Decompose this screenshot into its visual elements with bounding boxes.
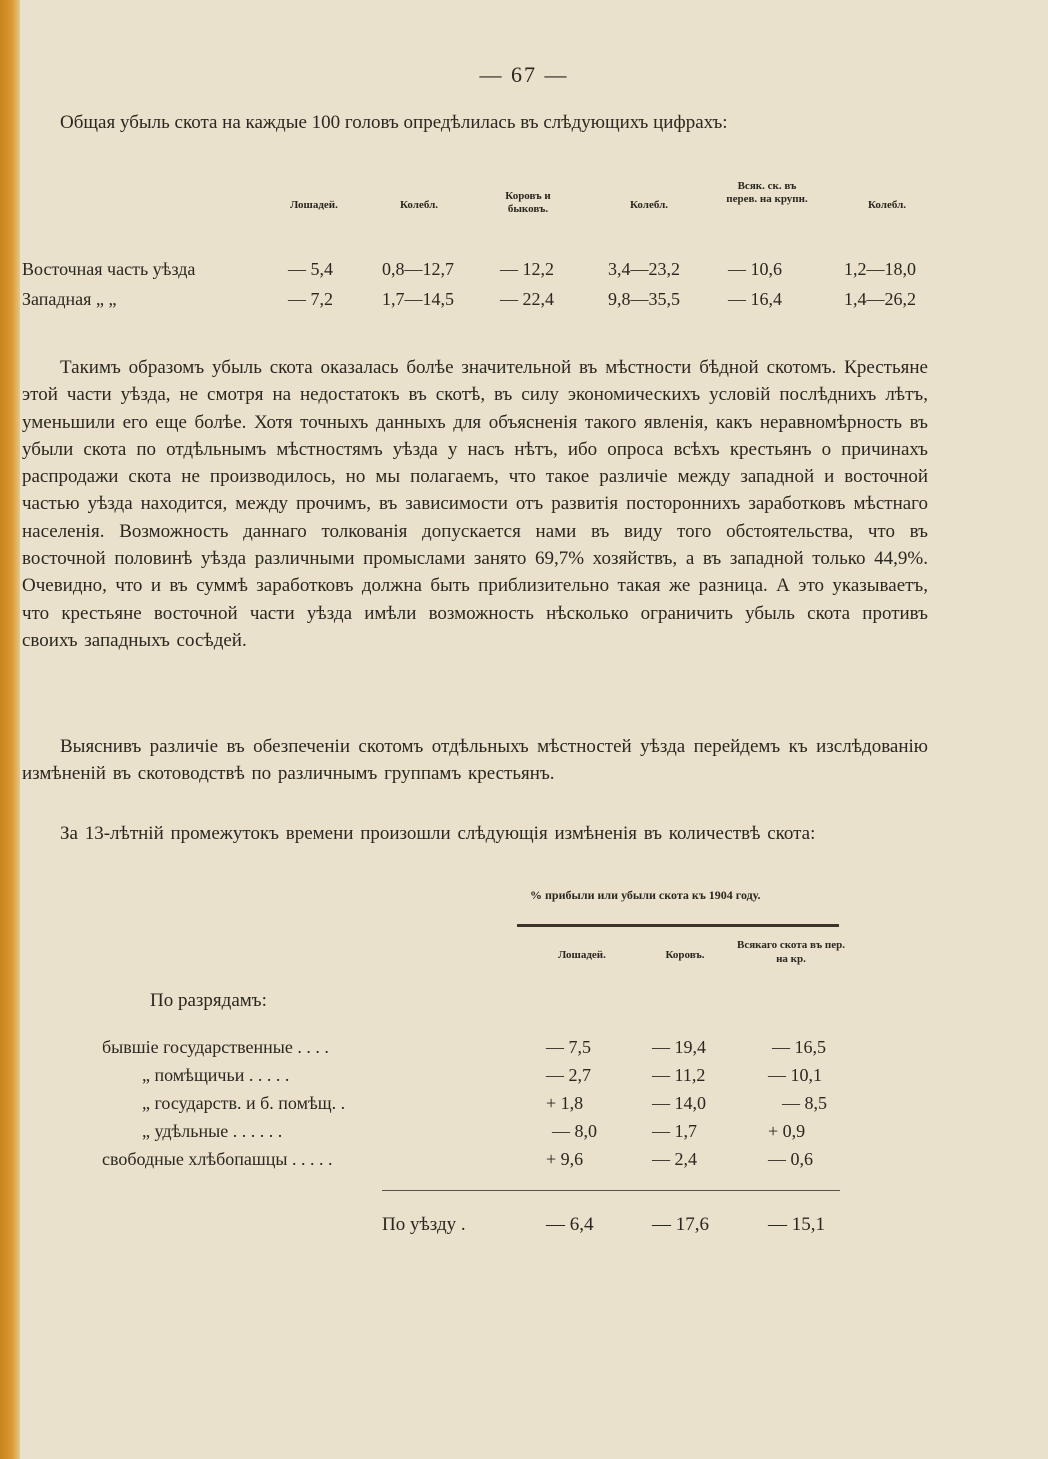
t1-header-range-3: Колебл. [868,199,906,211]
t1-cell: 9,8—35,5 [608,289,680,309]
t1-row-label: Западная „ „ [22,289,117,309]
t2-cell: — 16,5 [772,1037,826,1057]
page-number: — 67 — [479,62,569,87]
t1-cell: 3,4—23,2 [608,259,680,279]
t1-cell: — 5,4 [288,259,333,279]
t2-cell: — 2,7 [546,1065,591,1085]
t1-row-west [22,289,942,317]
t1-header-cows: Коровъ и быковъ. [505,190,551,215]
table-row [22,1121,942,1149]
t1-header-horses: Лошадей. [290,199,338,211]
t2-cell: — 8,0 [552,1121,597,1141]
t1-cell: 1,4—26,2 [844,289,916,309]
t2-header-rule [517,924,839,927]
t2-cell: — 2,4 [652,1149,697,1169]
t1-row-east [22,259,942,287]
t2-cell: — 7,5 [546,1037,591,1057]
t2-row-label: свободные хлѣбопашцы . . . . . [102,1149,333,1169]
t2-total-rule [382,1190,840,1191]
t2-total-cell: — 15,1 [768,1214,825,1235]
t2-caption: % прибыли или убыли скота къ 1904 году. [530,888,761,902]
table-row [22,1037,942,1065]
t2-total-row [22,1214,942,1242]
t1-cell: 1,7—14,5 [382,289,454,309]
t1-header-range-2: Колебл. [630,199,668,211]
t2-cell: — 0,6 [768,1149,813,1169]
t2-row-label: бывшіе государственные . . . . [102,1037,329,1057]
t1-cell: — 7,2 [288,289,333,309]
t2-total-cell: — 17,6 [652,1214,709,1235]
table-row [22,1093,942,1121]
t2-row-label: „ помѣщичьи . . . . . [142,1065,290,1085]
t2-total-cell: — 6,4 [546,1214,594,1235]
t2-cell: — 10,1 [768,1065,822,1085]
t1-row-label: Восточная часть уѣзда [22,259,196,279]
t2-row-label: „ государств. и б. помѣщ. . [142,1093,346,1113]
paragraph-2: Выяснивъ различіе въ обезпеченіи скотомъ отдѣльныхъ мѣстностей уѣзда перейдемъ къ изслѣдованію измѣненій въ скотоводствѣ по различнымъ группамъ крестьянъ. [22,736,928,785]
t2-cell: — 8,5 [782,1093,827,1113]
t1-cell: — 12,2 [500,259,554,279]
t2-row-label: „ удѣльные . . . . . . [142,1121,283,1141]
table-row [22,1065,942,1093]
table-row [22,1149,942,1177]
t1-cell: 1,2—18,0 [844,259,916,279]
t2-cell: + 0,9 [768,1121,806,1141]
t2-cell: — 11,2 [652,1065,706,1085]
t1-cell: — 16,4 [728,289,782,309]
intro-line: Общая убыль скота на каждые 100 головъ опредѣлилась въ слѣдующихъ цифрахъ: [60,112,728,133]
paragraph-1: Такимъ образомъ убыль скота оказалась болѣе значительной въ мѣстности бѣдной скотомъ. Крестьяне этой части уѣзда, не смотря на недостатокъ въ скотѣ, въ силу экономическихъ условій послѣднихъ лѣтъ, уменьшили его еще болѣе. Хотя точныхъ данныхъ для объясненія такого явленія, какъ неравномѣрность въ убыли скота по отдѣльнымъ мѣстностямъ уѣзда у насъ нѣтъ, ибо опроса всѣхъ крестьянъ о причинахъ распродажи скота не производилось, но мы полагаемъ, что такое различіе между западной и восточной частью уѣзда находится, между прочимъ, въ зависимости отъ развитія постороннихъ заработковъ мѣстнаго населенія. Возможность даннаго толкованія допускается нами въ виду того обстоятельства, что въ восточной половинѣ уѣзда различными промыслами занято 69,7% хозяйствъ, а въ западной только 44,9%. Очевидно, что и въ суммѣ заработковъ должна быть приблизительно такая же разница. А это указываетъ, что крестьяне восточной части уѣзда имѣли возможность нѣсколько ограничить убыль скота противъ своихъ западныхъ сосѣдей. [22,357,928,651]
t2-cell: — 14,0 [652,1093,706,1113]
t2-subheading: По разрядамъ: [150,990,267,1011]
page-spine-edge [0,0,20,1459]
t2-cell: + 1,8 [546,1093,584,1113]
t2-cell: + 9,6 [546,1149,584,1169]
t2-header-all-stock: Всякаго скота въ пер. на кр. [737,939,845,965]
t2-header-horses: Лошадей. [558,949,606,961]
t2-header-cows: Коровъ. [665,949,705,961]
t2-total-label: По уѣзду . [382,1214,466,1235]
t1-header-all-stock: Всяк. ск. въ перев. на крупн. [726,180,808,205]
t1-cell: — 22,4 [500,289,554,309]
t2-cell: — 1,7 [652,1121,697,1141]
t1-cell: 0,8—12,7 [382,259,454,279]
t1-cell: — 10,6 [728,259,782,279]
t1-header-range-1: Колебл. [400,199,438,211]
paragraph-3: За 13-лѣтній промежутокъ времени произошли слѣдующія измѣненія въ количествѣ скота: [60,823,816,844]
t2-cell: — 19,4 [652,1037,706,1057]
